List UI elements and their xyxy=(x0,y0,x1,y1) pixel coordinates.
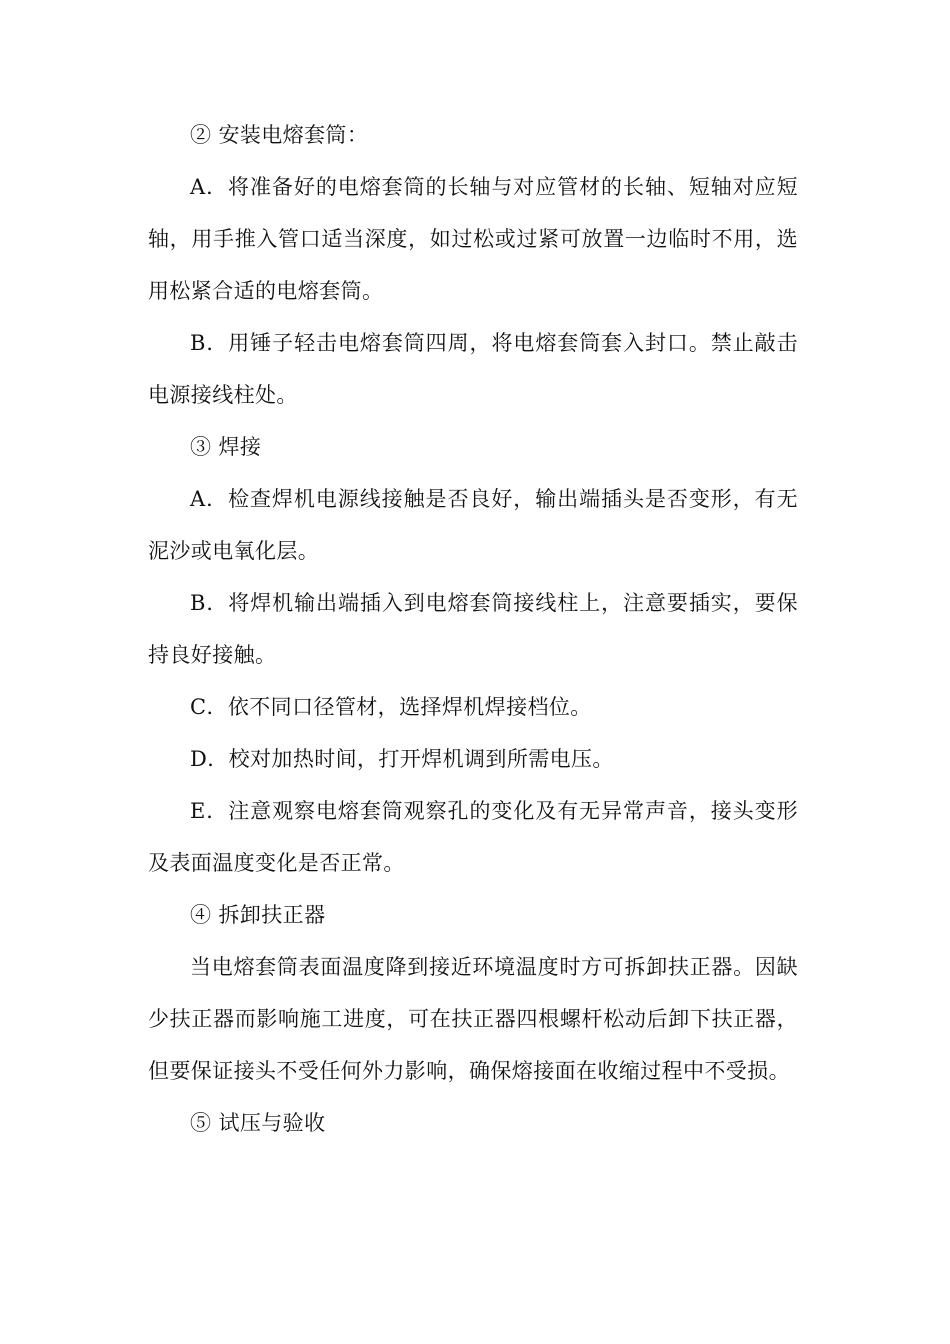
paragraph-install-b: B．用锤子轻击电熔套筒四周，将电熔套筒套入封口。禁止敲击电源接线柱处。 xyxy=(148,331,798,407)
document-page xyxy=(148,109,798,1149)
section-heading-welding: ③ 焊接 xyxy=(190,435,262,459)
paragraph-install-a: A．将准备好的电熔套筒的长轴与对应管材的长轴、短轴对应短轴，用手推入管口适当深度，如过松或过紧可放置一边临时不用，选用松紧合适的电熔套筒。 xyxy=(148,175,798,303)
paragraph-remove-aligner: 当电熔套筒表面温度降到接近环境温度时方可拆卸扶正器。因缺少扶正器而影响施工进度，可在扶正器四根螺杆松动后卸下扶正器，但要保证接头不受任何外力影响，确保熔接面在收缩过程中不受损。 xyxy=(148,955,798,1083)
section-heading-pressure-test: ⑤ 试压与验收 xyxy=(190,1111,326,1135)
section-heading-remove-aligner: ④ 拆卸扶正器 xyxy=(190,903,326,927)
paragraph-welding-c: C．依不同口径管材，选择焊机焊接档位。 xyxy=(190,695,592,719)
paragraph-welding-e: E．注意观察电熔套筒观察孔的变化及有无异常声音，接头变形及表面温度变化是否正常。 xyxy=(148,799,798,875)
paragraph-welding-a: A．检查焊机电源线接触是否良好，输出端插头是否变形，有无泥沙或电氧化层。 xyxy=(148,487,798,563)
paragraph-welding-b: B．将焊机输出端插入到电熔套筒接线柱上，注意要插实，要保持良好接触。 xyxy=(148,591,798,667)
paragraph-welding-d: D．校对加热时间，打开焊机调到所需电压。 xyxy=(190,747,614,771)
section-heading-install-sleeve: ② 安装电熔套筒： xyxy=(190,123,369,147)
